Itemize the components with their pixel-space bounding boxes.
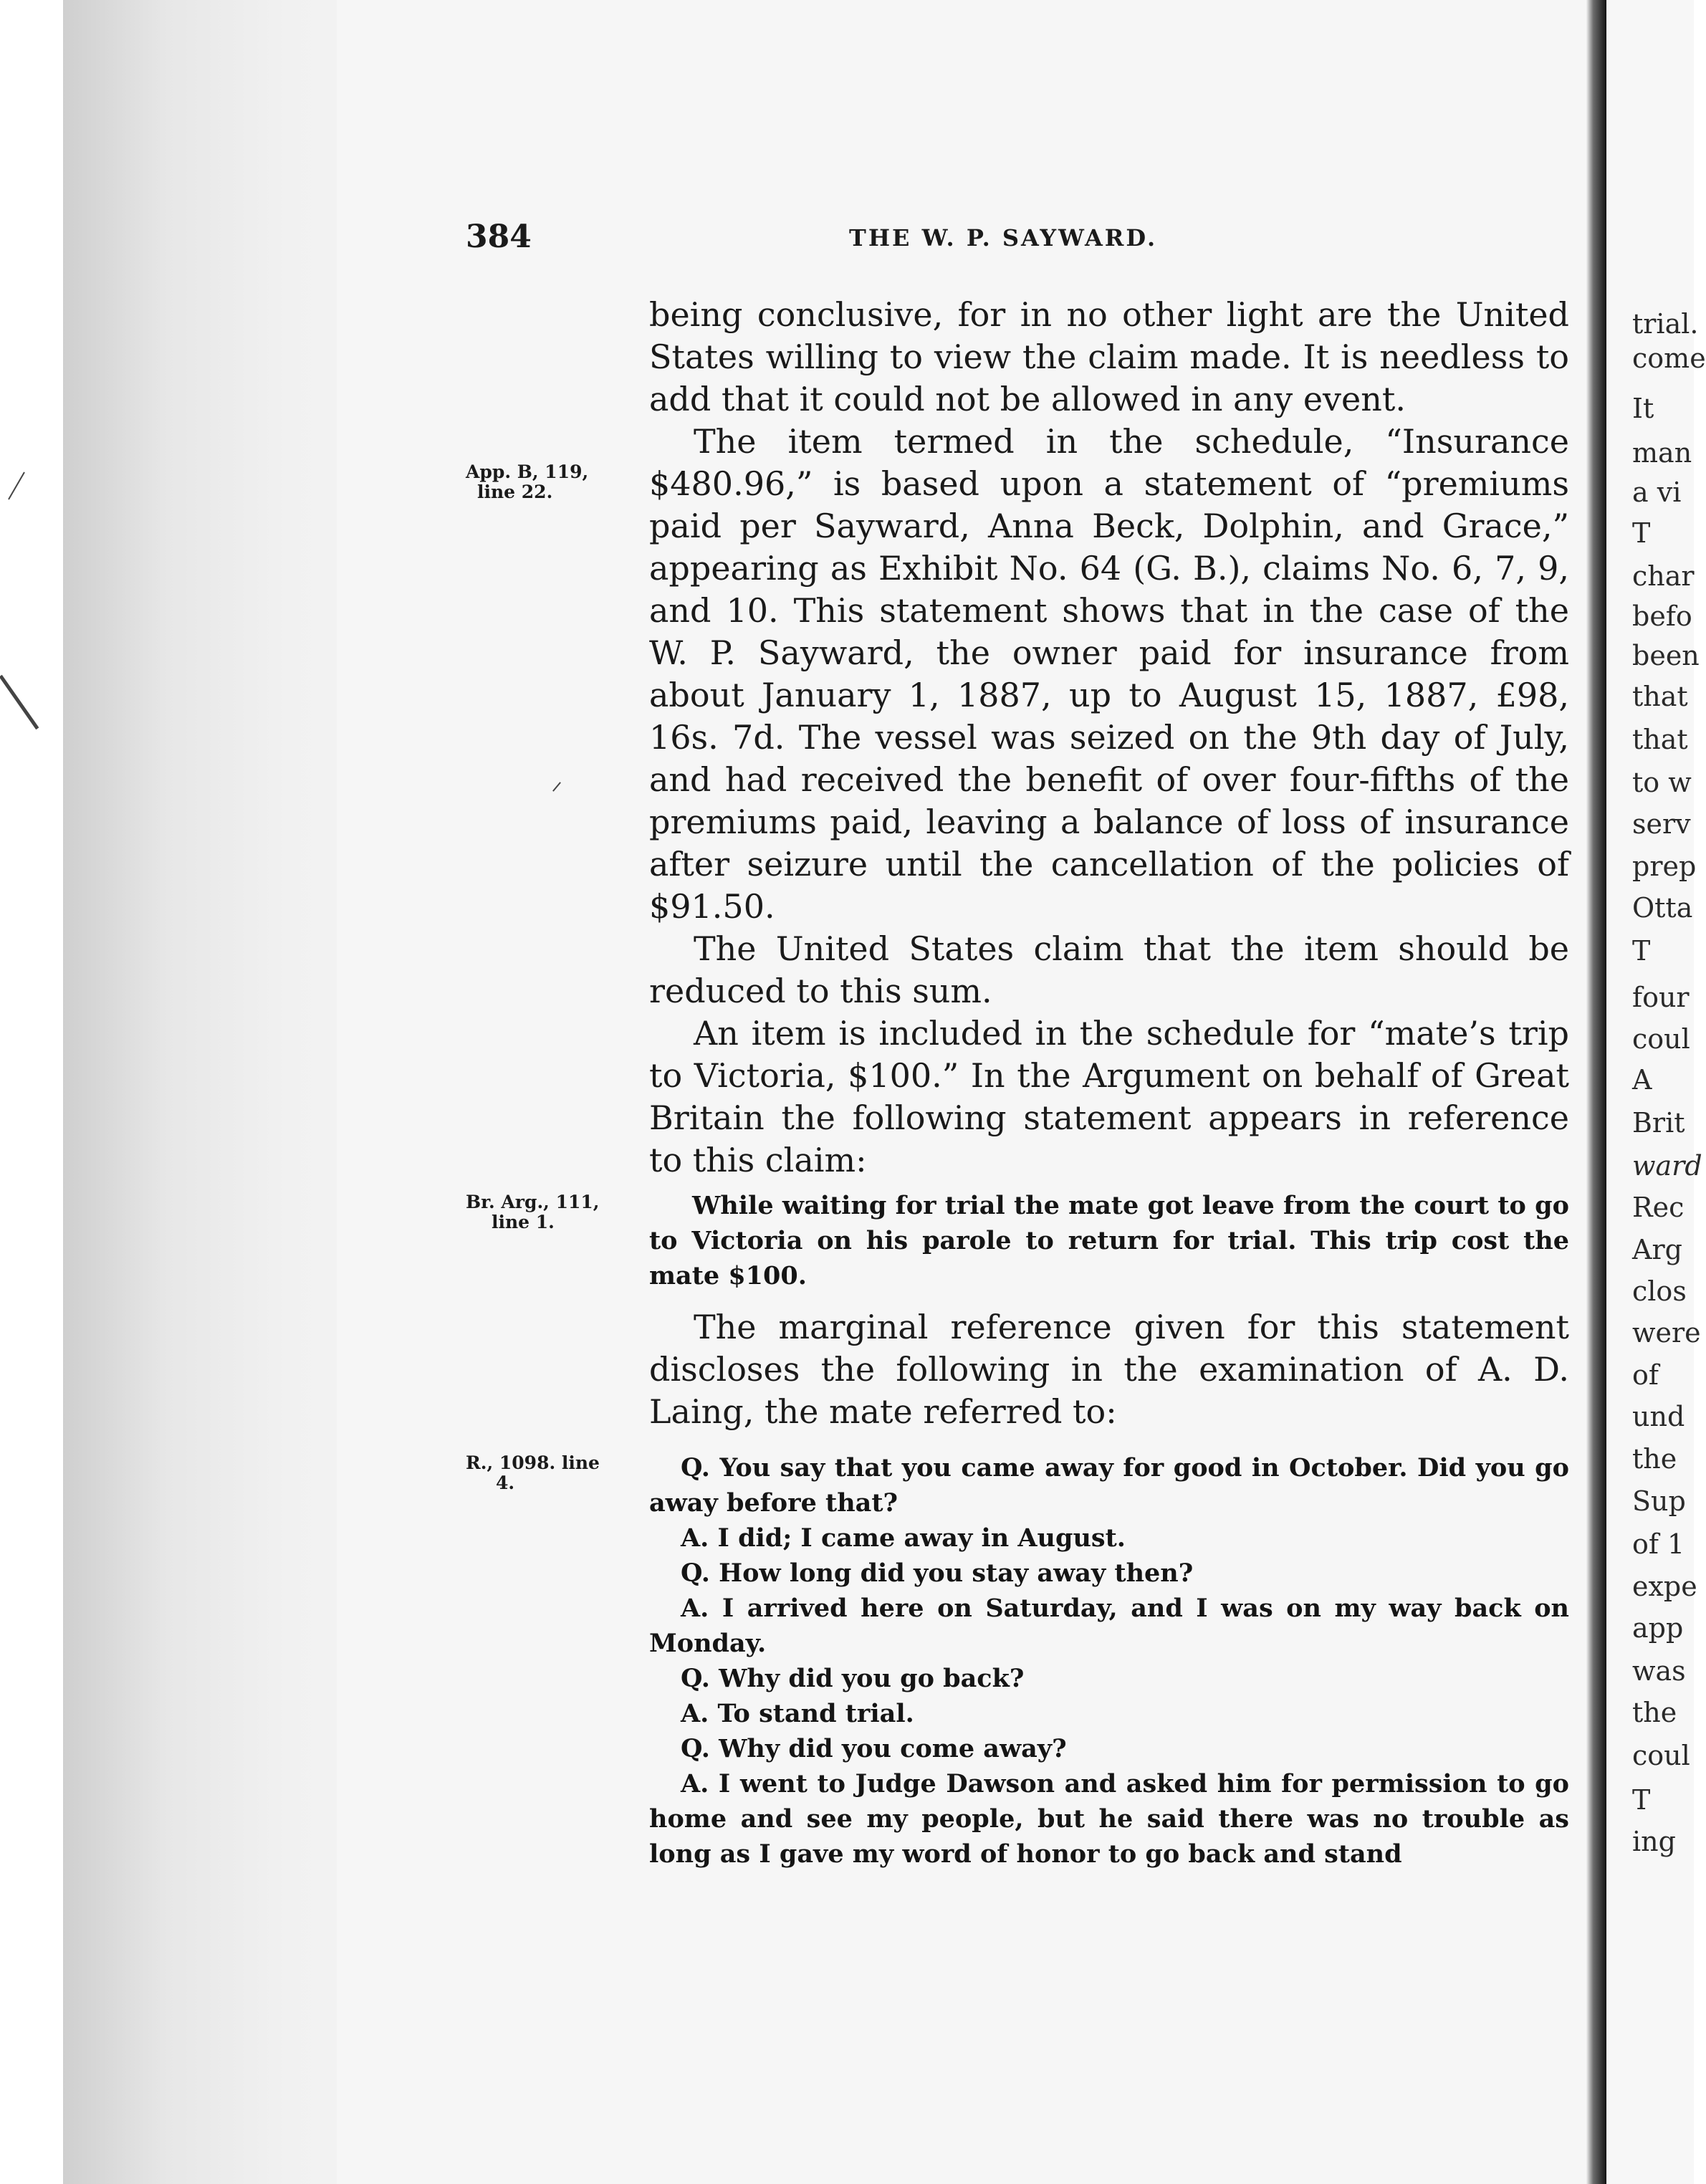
facing-line: It (1632, 393, 1654, 424)
paragraph: The marginal reference given for this statement discloses the following in the examination of A. D. Laing, the mate referred to: (649, 1308, 1569, 1431)
facing-line: Rec (1632, 1192, 1685, 1223)
margin-note (466, 462, 645, 502)
facing-line: of (1632, 1359, 1659, 1391)
margin-note-line: line 1. (492, 1212, 555, 1232)
facing-line: char (1632, 560, 1695, 592)
paragraph: The United States claim that the item should be reduced to this sum. (649, 929, 1569, 1010)
paragraph: The item termed in the schedule, “Insurance $480.96,” is based upon a statement of “premiums paid per Sayward, Anna Beck, Dolphin, and Grace,” appearing as Exhibit No. 64 (G. B.), claims No. 6, 7, 9, and 10. This statement shows that in the case of the W. P. Sayward, the owner paid for insurance from about January 1, 1887, up to August 15, 1887, £98, 16s. 7d. The vessel was seized on the 9th day of July, and had received the benefit of over four-fifths of the premiums paid, leaving a balance of loss of insurance after seizure until the cancellation of the policies of $91.50. (649, 422, 1569, 926)
facing-line: T (1632, 1784, 1651, 1816)
testimony-line: A. To stand trial. (681, 1699, 914, 1728)
facing-line: were (1632, 1317, 1701, 1349)
facing-line: the (1632, 1697, 1677, 1728)
body-text (649, 294, 1569, 1182)
scan-speck (8, 471, 25, 499)
facing-line: been (1632, 640, 1700, 671)
paragraph: An item is included in the schedule for “mate’s trip to Victoria, $100.” In the Argument on behalf of Great Britain the following statement appears in reference to this claim: (649, 1014, 1569, 1179)
facing-line: ward (1632, 1150, 1702, 1182)
margin-note (466, 1453, 645, 1493)
page-number: 384 (466, 219, 532, 255)
paragraph: being conclusive, for in no other light are the United States willing to view the claim made. It is needless to add that it could not be allowed in any event. (649, 295, 1569, 418)
margin-note-line: line 22. (477, 482, 553, 502)
facing-line: clos (1632, 1275, 1687, 1307)
facing-line: the (1632, 1443, 1677, 1475)
facing-line: Arg (1632, 1234, 1682, 1265)
running-head (466, 219, 1569, 262)
facing-line: Otta (1632, 892, 1693, 924)
facing-line: to w (1632, 767, 1692, 798)
facing-line: coul (1632, 1740, 1690, 1771)
facing-line: come (1632, 343, 1706, 374)
testimony-line: A. I did; I came away in August. (681, 1523, 1126, 1553)
facing-line: that (1632, 724, 1688, 755)
facing-line: that (1632, 681, 1688, 712)
facing-line: T (1632, 935, 1651, 967)
testimony-line: A. I arrived here on Saturday, and I was on my way back on Monday. (649, 1594, 1569, 1658)
facing-line: und (1632, 1401, 1685, 1432)
testimony-line: Q. You say that you came away for good in October. Did you go away before that? (649, 1453, 1569, 1518)
facing-line: coul (1632, 1023, 1690, 1055)
facing-line: expe (1632, 1571, 1697, 1602)
facing-line: a vi (1632, 476, 1682, 508)
scan-speck (0, 675, 39, 730)
facing-line: app (1632, 1612, 1684, 1644)
testimony-line: Q. Why did you go back? (681, 1664, 1025, 1693)
facing-line: was (1632, 1655, 1686, 1687)
facing-line: serv (1632, 808, 1691, 840)
facing-line: ing (1632, 1826, 1676, 1857)
book-gutter (1586, 0, 1606, 2184)
testimony-block (649, 1450, 1569, 1872)
running-title: THE W. P. SAYWARD. (849, 224, 1158, 252)
facing-line: T (1632, 517, 1651, 549)
testimony-line: Q. Why did you come away? (681, 1734, 1067, 1763)
facing-line: Brit (1632, 1107, 1685, 1139)
facing-line: prep (1632, 851, 1697, 882)
facing-line: four (1632, 982, 1690, 1013)
facing-line: Sup (1632, 1485, 1686, 1517)
margin-note-line: Br. Arg., 111, (466, 1192, 600, 1212)
block-quote (649, 1188, 1569, 1293)
quoted-statement: While waiting for trial the mate got leave from the court to go to Victoria on his parole to return for trial. This trip cost the mate $100. (649, 1191, 1569, 1290)
margin-note-line: R., 1098. line (466, 1452, 600, 1473)
testimony-line: A. I went to Judge Dawson and asked him for permission to go home and see my people, but he said there was no trouble as long as I gave my word of honor to go back and stand (649, 1769, 1569, 1869)
body-text (649, 1306, 1569, 1433)
facing-line: trial. (1632, 308, 1699, 340)
testimony-line: Q. How long did you stay away then? (681, 1558, 1194, 1588)
facing-line: man (1632, 437, 1692, 469)
facing-line: of 1 (1632, 1528, 1685, 1560)
margin-note-line: 4. (496, 1472, 515, 1493)
facing-line: befo (1632, 600, 1692, 632)
margin-note-line: App. B, 119, (466, 461, 589, 482)
facing-line: A (1632, 1064, 1652, 1096)
margin-note (466, 1192, 645, 1232)
